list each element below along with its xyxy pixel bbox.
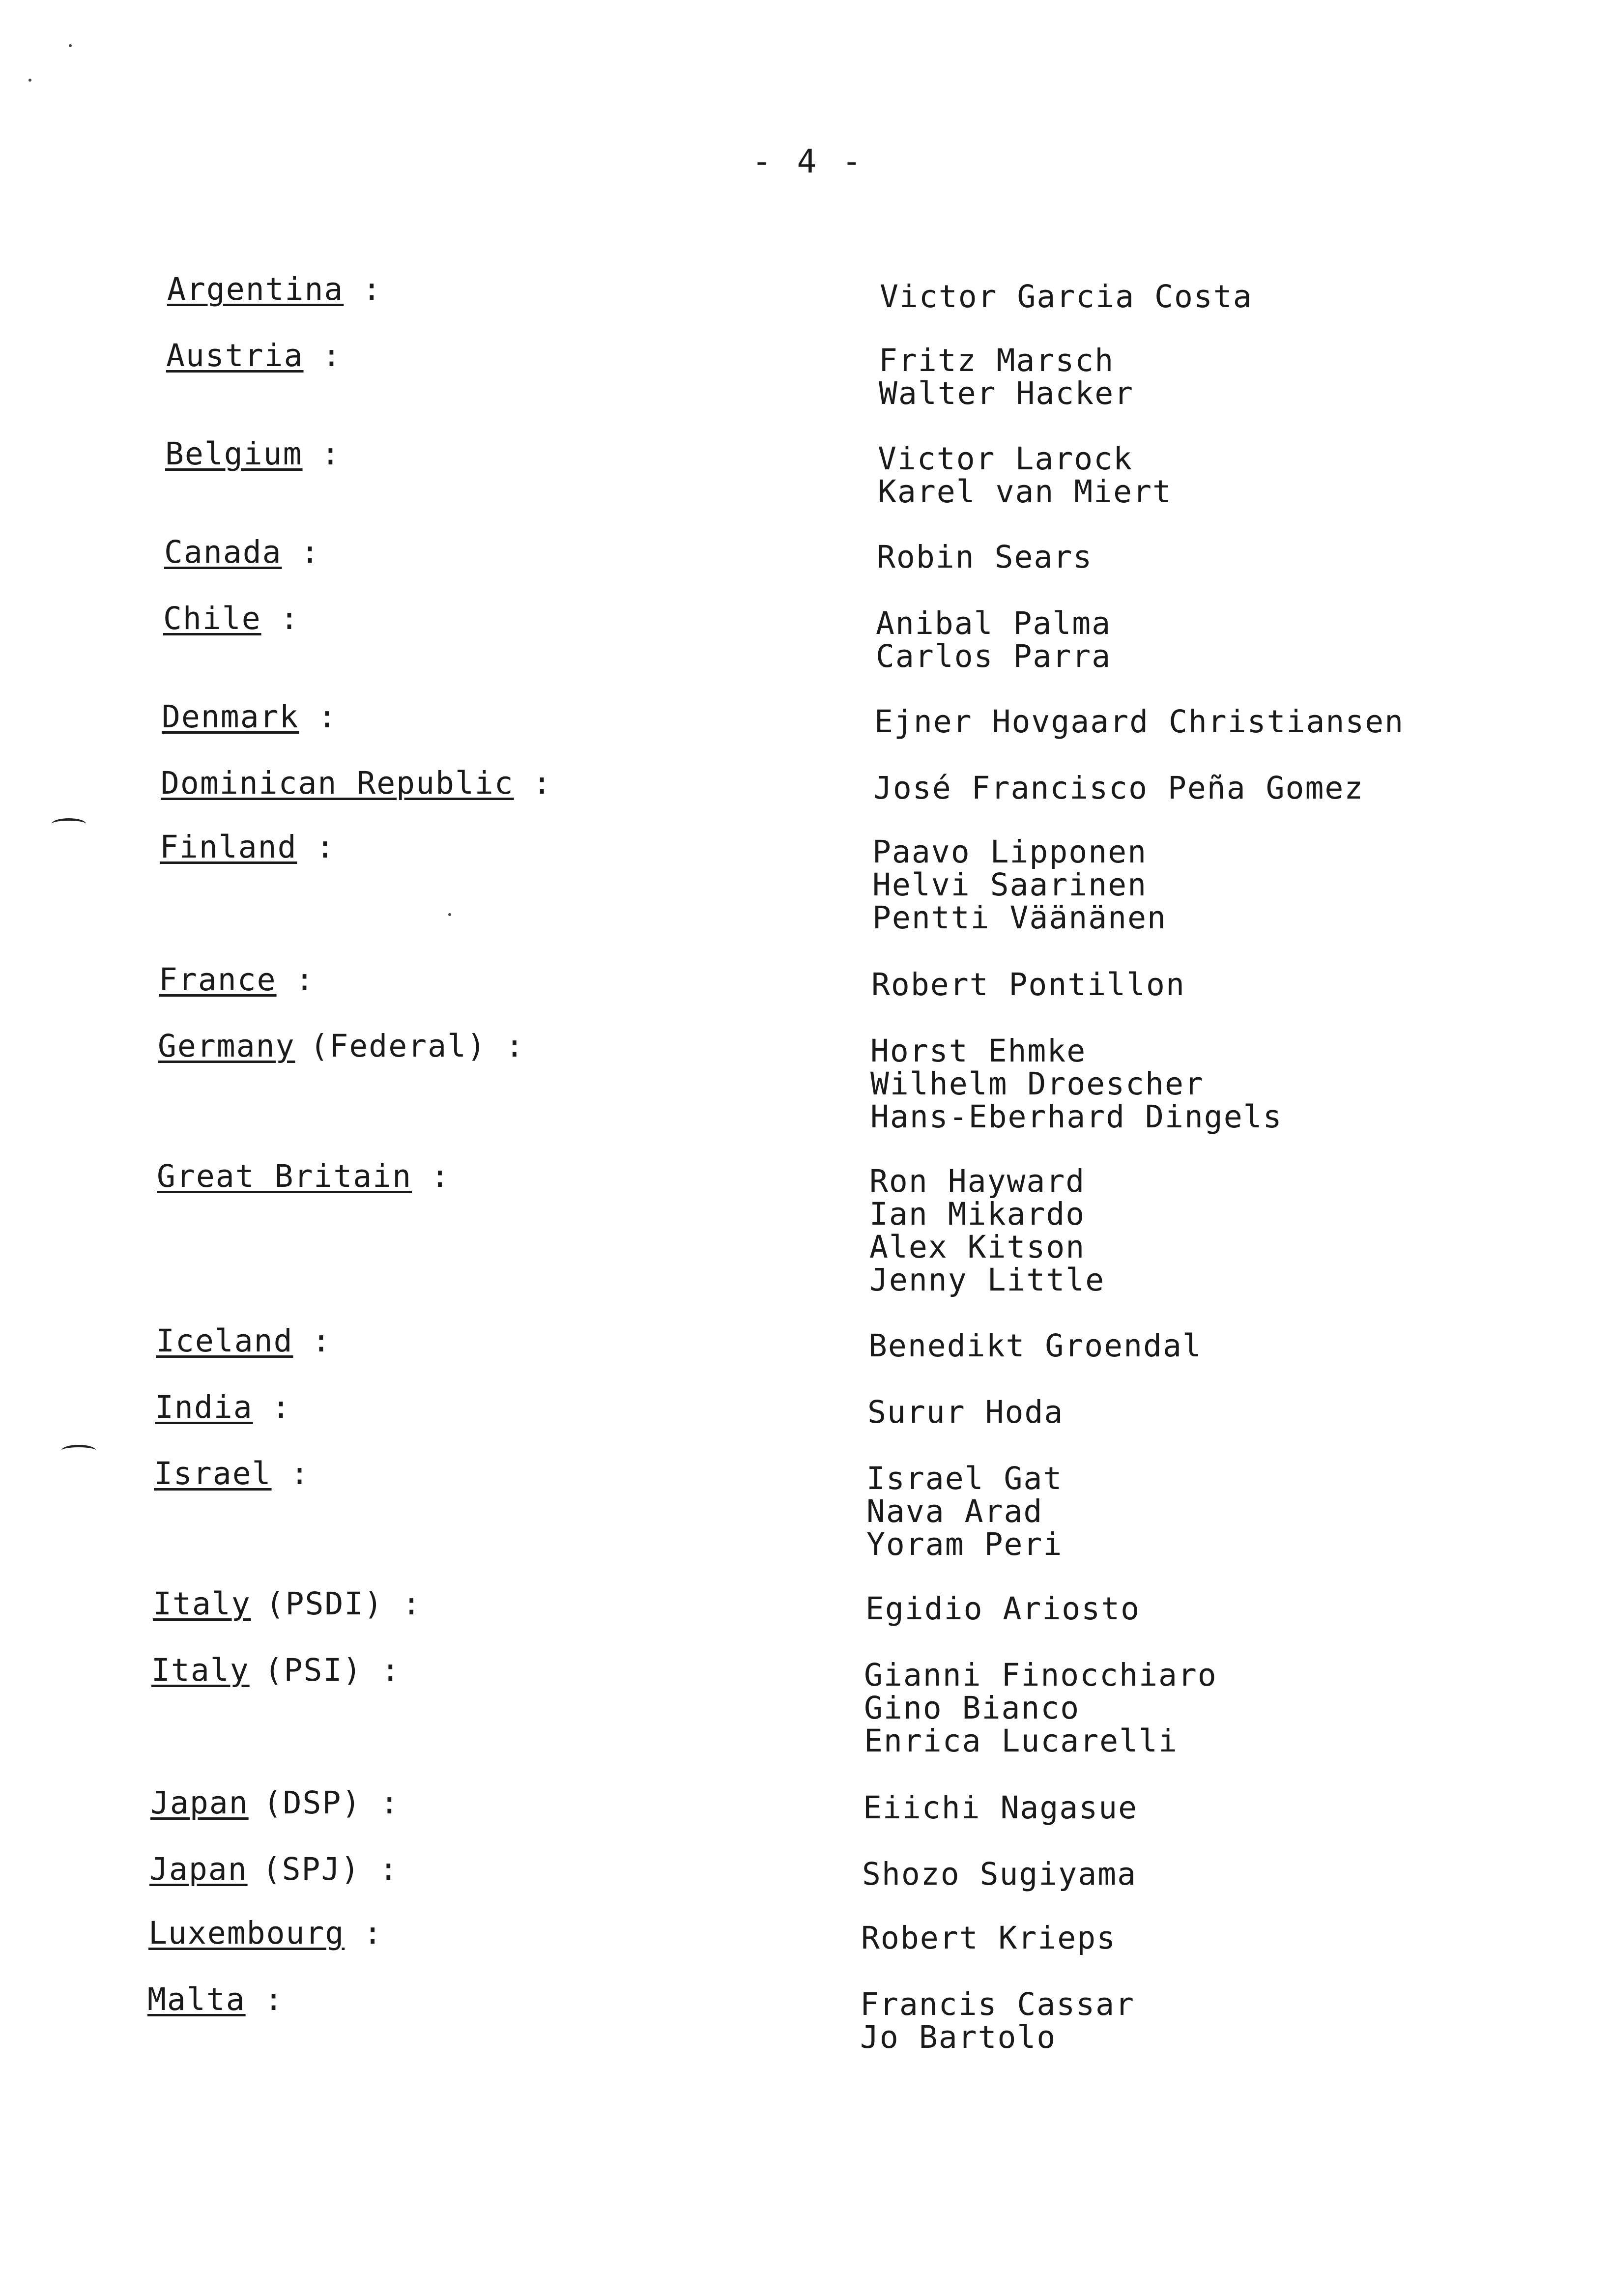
country-name: Germany (158, 1028, 295, 1064)
delegate-name: Shozo Sugiyama (862, 1856, 1137, 1892)
country-name: Italy (153, 1586, 251, 1622)
delegate-names (879, 344, 1134, 410)
country-name: Israel (154, 1456, 272, 1492)
colon-separator: : (300, 534, 320, 570)
margin-mark (61, 1445, 96, 1456)
delegate-names (868, 1329, 1202, 1362)
delegate-name: Victor Larock (878, 441, 1133, 477)
country-name: Luxembourg (148, 1915, 345, 1951)
delegate-name: Ron Hayward (869, 1163, 1086, 1199)
delegate-name: Alex Kitson (869, 1229, 1086, 1265)
colon-separator: : (290, 1456, 310, 1492)
country-label (160, 831, 335, 863)
delegate-names (878, 442, 1172, 508)
colon-separator: : (322, 338, 342, 373)
delegate-names (877, 541, 1093, 574)
delegate-name: Karel van Miert (878, 474, 1172, 510)
country-name: Denmark (162, 699, 299, 735)
country-label (149, 1853, 399, 1886)
delegate-name: Pentti Väänänen (872, 900, 1167, 936)
delegate-names (863, 1791, 1138, 1824)
delegate-name: Robert Krieps (861, 1920, 1117, 1956)
country-label (162, 700, 337, 733)
colon-separator: : (321, 436, 341, 472)
country-name: France (159, 962, 277, 998)
party-qualifier: (Federal) (310, 1028, 487, 1064)
delegate-names (869, 1165, 1105, 1296)
page-number: - 4 - (752, 143, 864, 180)
country-name: Austria (166, 338, 304, 373)
delegate-name: Enrica Lucarelli (864, 1723, 1178, 1759)
party-qualifier: (SPJ) (262, 1851, 361, 1887)
delegate-names (860, 1988, 1135, 2054)
colon-separator: : (402, 1586, 422, 1622)
country-name: Belgium (165, 436, 303, 472)
colon-separator: : (312, 1323, 332, 1359)
delegate-name: Walter Hacker (879, 375, 1134, 411)
country-name: Chile (163, 601, 261, 636)
country-name: Malta (147, 1981, 246, 2017)
scan-speck (448, 913, 451, 916)
colon-separator: : (381, 1652, 401, 1688)
delegate-name: Ejner Hovgaard Christiansen (874, 704, 1405, 740)
delegate-name: Nava Arad (866, 1493, 1043, 1529)
country-name: Argentina (167, 271, 344, 307)
delegate-name: Surur Hoda (867, 1394, 1064, 1430)
delegate-name: Anibal Palma (876, 605, 1112, 641)
delegate-name: Benedikt Groendal (868, 1328, 1202, 1364)
party-qualifier: (DSP) (263, 1785, 362, 1821)
delegate-names (872, 835, 1167, 934)
colon-separator: : (362, 271, 382, 307)
delegate-names (861, 1922, 1116, 1954)
party-qualifier: (PSI) (264, 1652, 363, 1688)
scan-speck (29, 79, 31, 82)
delegate-names (866, 1462, 1063, 1561)
delegate-name: Paavo Lipponen (872, 834, 1148, 870)
colon-separator: : (380, 1785, 400, 1821)
delegate-names (874, 705, 1404, 738)
delegate-names (865, 1592, 1140, 1625)
country-label (157, 1160, 450, 1193)
colon-separator: : (316, 829, 336, 865)
scan-speck (69, 44, 72, 47)
country-label (148, 1917, 383, 1950)
country-name: Japan (149, 1851, 248, 1887)
country-label (161, 767, 552, 800)
delegate-name: Robert Pontillon (871, 967, 1185, 1003)
delegate-names (867, 1396, 1064, 1429)
colon-separator: : (505, 1028, 525, 1064)
colon-separator: : (295, 962, 315, 998)
delegate-name: Israel Gat (866, 1461, 1063, 1496)
delegate-name: Francis Cassar (860, 1986, 1135, 2022)
country-label (147, 1983, 284, 2016)
country-name: Italy (151, 1652, 250, 1688)
country-label (154, 1457, 310, 1490)
country-label (153, 1587, 422, 1620)
country-label (151, 1654, 401, 1687)
delegate-names (864, 1659, 1217, 1757)
country-label (166, 339, 342, 372)
country-label (150, 1786, 400, 1819)
delegate-name: Gianni Finocchiaro (864, 1657, 1217, 1693)
delegate-name: Yoram Peri (866, 1526, 1063, 1562)
delegate-name: Gino Bianco (864, 1690, 1080, 1726)
country-label (164, 536, 320, 569)
country-name: Finland (160, 829, 297, 865)
country-name: India (155, 1389, 253, 1425)
delegate-names (871, 968, 1185, 1001)
colon-separator: : (280, 601, 300, 636)
colon-separator: : (532, 765, 552, 801)
delegate-name: Egidio Ariosto (865, 1591, 1141, 1627)
delegate-name: Horst Ehmke (870, 1033, 1087, 1069)
delegate-name: Helvi Saarinen (872, 867, 1148, 903)
colon-separator: : (431, 1158, 451, 1194)
country-label (159, 963, 315, 996)
delegate-names (870, 1034, 1283, 1133)
delegate-name: Carlos Parra (876, 638, 1112, 674)
country-label (156, 1324, 331, 1357)
delegate-name: Wilhelm Droescher (870, 1066, 1204, 1102)
delegate-name: José Francisco Peña Gomez (873, 770, 1364, 806)
colon-separator: : (271, 1389, 291, 1425)
delegate-name: Victor Garcia Costa (880, 279, 1253, 315)
delegate-name: Jenny Little (869, 1262, 1105, 1298)
country-label (155, 1391, 291, 1424)
delegate-name: Jo Bartolo (860, 2019, 1057, 2055)
country-name: Iceland (156, 1323, 293, 1359)
country-name: Great Britain (157, 1158, 412, 1194)
delegate-name: Eiichi Nagasue (863, 1790, 1138, 1826)
margin-mark (52, 818, 86, 830)
colon-separator: : (317, 699, 338, 735)
colon-separator: : (363, 1915, 383, 1951)
delegate-names (862, 1858, 1137, 1891)
colon-separator: : (264, 1981, 284, 2017)
country-label (158, 1030, 525, 1062)
country-label (165, 437, 341, 470)
delegate-name: Hans-Eberhard Dingels (870, 1099, 1283, 1135)
delegate-name: Fritz Marsch (879, 343, 1115, 378)
delegate-name: Robin Sears (877, 539, 1093, 575)
delegate-name: Ian Mikardo (869, 1196, 1086, 1232)
party-qualifier: (PSDI) (265, 1586, 384, 1622)
country-name: Dominican Republic (161, 765, 514, 801)
colon-separator: : (379, 1851, 399, 1887)
delegate-names (880, 280, 1253, 313)
country-name: Japan (150, 1785, 249, 1821)
delegate-names (873, 772, 1364, 804)
country-label (167, 273, 382, 306)
delegate-names (876, 607, 1111, 673)
country-name: Canada (164, 534, 282, 570)
country-label (163, 602, 300, 635)
